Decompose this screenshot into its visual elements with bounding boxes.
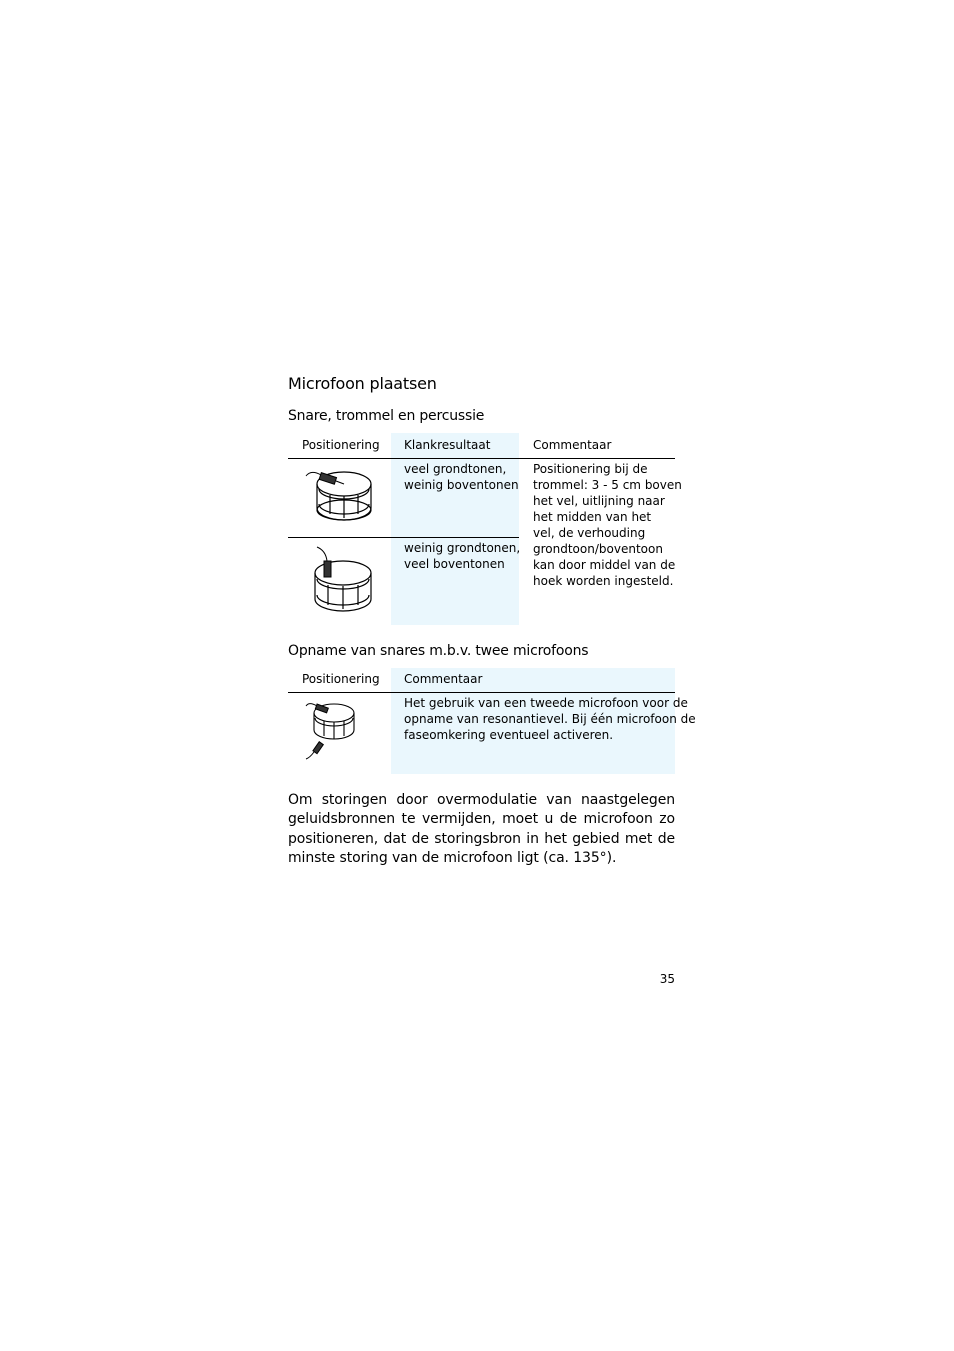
table1-row2-result-line2: veel boventonen — [404, 557, 505, 571]
section-title: Microfoon plaatsen — [288, 374, 437, 393]
table1-header-result: Klankresultaat — [404, 438, 491, 452]
table1-comment-line: vel, de verhouding — [533, 526, 646, 540]
table1-header-rule — [288, 458, 675, 459]
table1-comment-line: hoek worden ingesteld. — [533, 574, 674, 588]
table1-header-comment: Commentaar — [533, 438, 612, 452]
table2-header-comment: Commentaar — [404, 672, 483, 686]
body-paragraph: Om storingen door overmodulatie van naastgelegen geluidsbronnen te vermijden, moet u de microfoon zo positioneren, dat de storingsbron in het gebied met de minste storing van de microfoon ligt (ca. 135°). — [288, 792, 675, 867]
table1-comment-line: Positionering bij de — [533, 462, 648, 476]
table1-comment-line: trommel: 3 - 5 cm boven — [533, 478, 682, 492]
table2-comment-line: opname van resonantievel. Bij één microfoon de — [404, 712, 696, 726]
drum-side-mic-icon — [300, 462, 380, 528]
table1-comment-line: het vel, uitlijning naar — [533, 494, 665, 508]
table1-title: Snare, trommel en percussie — [288, 408, 485, 424]
table2-comment-line: faseomkering eventueel activeren. — [404, 728, 614, 742]
table1-header-position: Positionering — [302, 438, 380, 452]
page-number: 35 — [659, 972, 675, 986]
drum-top-mic-icon — [300, 543, 380, 617]
table1-row-rule — [288, 537, 519, 538]
table1-comment-line: kan door middel van de — [533, 558, 676, 572]
snare-two-mics-icon — [302, 698, 360, 762]
table2-comment-line: Het gebruik van een tweede microfoon voor de — [404, 696, 688, 710]
table1-comment-line: het midden van het — [533, 510, 652, 524]
table2-header-rule — [288, 692, 675, 693]
table1-row1-result-line1: veel grondtonen, — [404, 462, 507, 476]
table2-title: Opname van snares m.b.v. twee microfoons — [288, 643, 589, 659]
table2-header-position: Positionering — [302, 672, 380, 686]
table1-row2-result-line1: weinig grondtonen, — [404, 541, 521, 555]
table1-row1-result-line2: weinig boventonen — [404, 478, 519, 492]
table1-comment-line: grondtoon/boventoon — [533, 542, 663, 556]
